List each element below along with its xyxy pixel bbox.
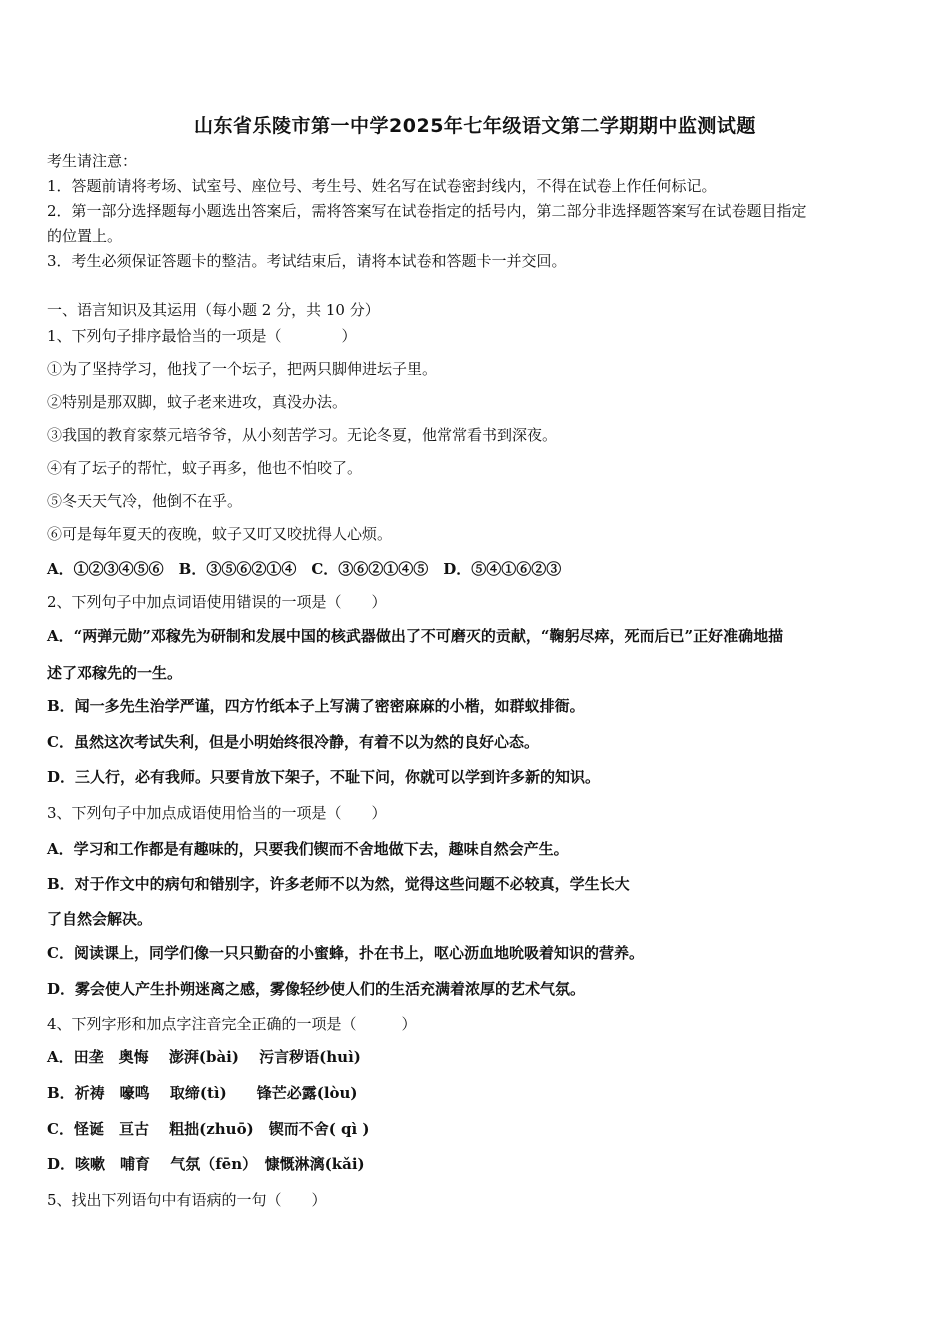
- question-5-stem: 5、找出下列语句中有语病的一句（ ）: [47, 1191, 327, 1209]
- question-2-stem: 2、下列句子中加点词语使用错误的一项是（ ）: [47, 593, 387, 611]
- q1-sentence-3: ③我国的教育家蔡元培爷爷，从小刻苦学习。无论冬夏，他常常看书到深夜。: [47, 426, 558, 444]
- notice-line-2b: 的位置上。: [47, 227, 123, 245]
- q3-option-b-line-2: 了自然会解决。: [47, 910, 153, 928]
- q1-sentence-1: ①为了坚持学习，他找了一个坛子，把两只脚伸进坛子里。: [47, 360, 438, 378]
- q4-option-c: C．怪诞 亘古 粗拙(zhuō) 锲而不舍( qì ): [47, 1120, 370, 1138]
- q1-sentence-4: ④有了坛子的帮忙，蚊子再多，他也不怕咬了。: [47, 459, 363, 477]
- notice-line-3: 3．考生必须保证答题卡的整洁。考试结束后，请将本试卷和答题卡一并交回。: [47, 252, 567, 270]
- question-4-stem: 4、下列字形和加点字注音完全正确的一项是（ ）: [47, 1015, 417, 1033]
- q2-option-d: D．三人行，必有我师。只要肯放下架子，不耻下问，你就可以学到许多新的知识。: [47, 768, 601, 786]
- q3-option-b-line-1: B．对于作文中的病句和错别字，许多老师不以为然，觉得这些问题不必较真，学生长大: [47, 875, 630, 893]
- q1-sentence-2: ②特别是那双脚，蚊子老来进攻，真没办法。: [47, 393, 348, 411]
- q4-option-a: A．田垄 奥悔 澎湃(bài) 污言秽语(huì): [47, 1048, 361, 1066]
- q1-sentence-6: ⑥可是每年夏天的夜晚，蚊子又叮又咬扰得人心烦。: [47, 525, 393, 543]
- q4-option-d: D．咳嗽 哺育 气氛（fēn） 慷慨淋漓(kǎi): [47, 1155, 365, 1173]
- q2-option-b: B．闻一多先生治学严谨，四方竹纸本子上写满了密密麻麻的小楷，如群蚁排衙。: [47, 697, 585, 715]
- q3-option-d: D．雾会使人产生扑朔迷离之感，雾像轻纱使人们的生活充满着浓厚的艺术气氛。: [47, 980, 586, 998]
- exam-title: 山东省乐陵市第一中学2025年七年级语文第二学期期中监测试题: [194, 115, 756, 137]
- q1-sentence-5: ⑤冬天天气冷，他倒不在乎。: [47, 492, 243, 510]
- question-1-stem: 1、下列句子排序最恰当的一项是（ ）: [47, 327, 357, 345]
- q2-option-c: C．虽然这次考试失利，但是小明始终很冷静，有着不以为然的良好心态。: [47, 733, 539, 751]
- section-heading: 一、语言知识及其运用（每小题 2 分，共 10 分）: [47, 301, 380, 319]
- notice-line-1: 1．答题前请将考场、试室号、座位号、考生号、姓名写在试卷密封线内，不得在试卷上作任何标记。: [47, 177, 717, 195]
- notice-line-2a: 2．第一部分选择题每小题选出答案后，需将答案写在试卷指定的括号内，第二部分非选择题答案写在试卷题目指定: [47, 202, 807, 220]
- q2-option-a-line-2: 述了邓稼先的一生。: [47, 664, 183, 682]
- notice-heading: 考生请注意：: [47, 152, 138, 170]
- q4-option-b: B．祈祷 嚎鸣 取缔(tì) 锋芒必露(lòu): [47, 1084, 358, 1102]
- question-3-stem: 3、下列句子中加点成语使用恰当的一项是（ ）: [47, 804, 387, 822]
- q2-option-a-line-1: A．“两弹元勋”邓稼先为研制和发展中国的核武器做出了不可磨灭的贡献，“鞠躬尽瘁，死而后已”正好准确地描: [47, 627, 784, 645]
- q3-option-c: C．阅读课上，同学们像一只只勤奋的小蜜蜂，扑在书上，呕心沥血地吮吸着知识的营养。: [47, 944, 644, 962]
- q3-option-a: A．学习和工作都是有趣味的，只要我们锲而不舍地做下去，趣味自然会产生。: [47, 840, 569, 858]
- q1-options: A．①②③④⑤⑥ B．③⑤⑥②①④ C．③⑥②①④⑤ D．⑤④①⑥②③: [47, 560, 562, 578]
